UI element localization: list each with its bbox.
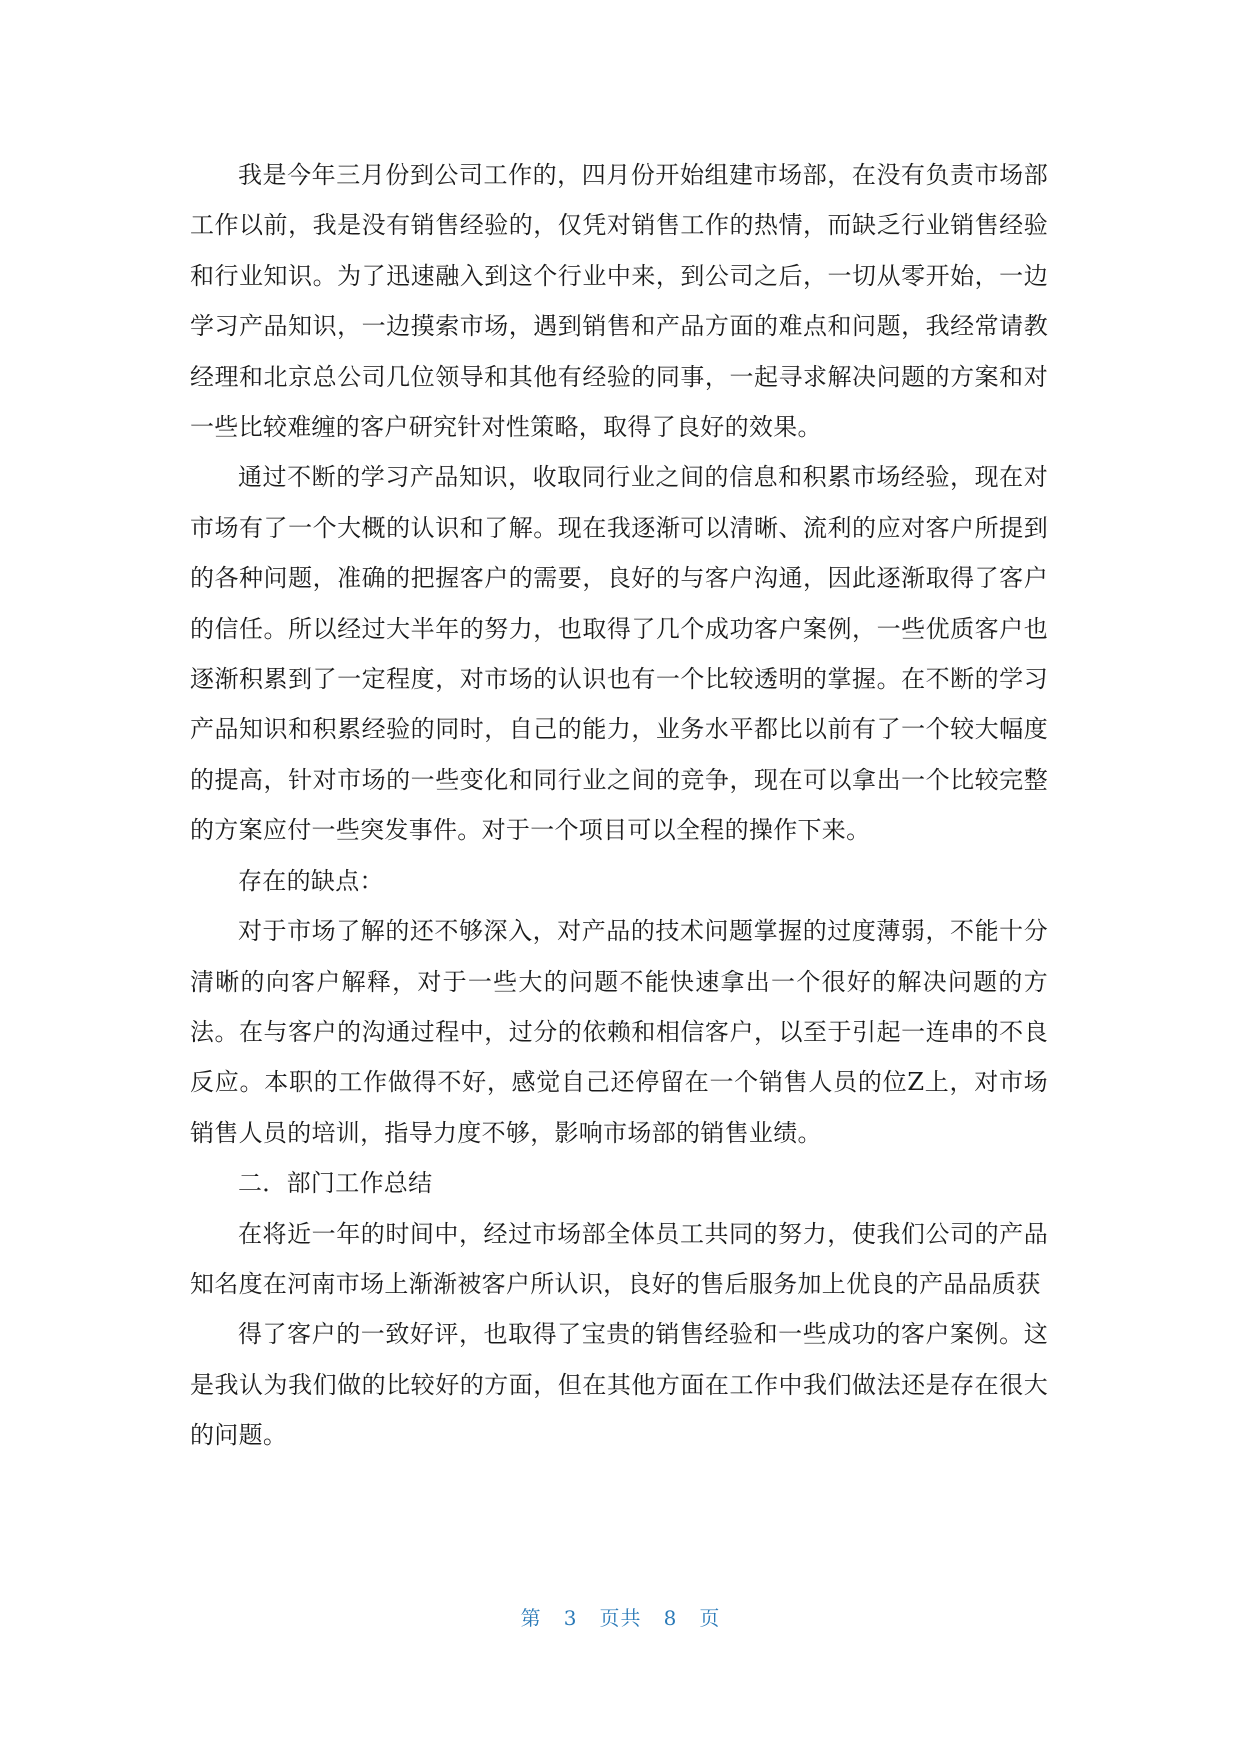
footer-total-pages: 8 <box>663 1606 678 1630</box>
paragraph-shortcomings-heading: 存在的缺点： <box>238 866 384 895</box>
paragraph-intro: 我是今年三月份到公司工作的，四月份开始组建市场部，在没有负责市场部工作以前，我是没有销售经验的，仅凭对销售工作的热情，而缺乏行业销售经验和行业知识。为了迅速融入到这个行业中来，到公司之后，一切从零开始，一边学习产品知识，一边摸索市场，遇到销售和产品方面的难点和问题，我经常请教经理和北京总公司几位领导和其他有经验的同事，一起寻求解决问题的方案和对一些比较难缠的客户研究针对性策略，取得了良好的效果。 <box>190 161 1048 442</box>
paragraph-progress: 通过不断的学习产品知识，收取同行业之间的信息和积累市场经验，现在对市场有了一个大概的认识和了解。现在我逐渐可以清晰、流利的应对客户所提到的各种问题，准确的把握客户的需要，良好的与客户沟通，因此逐渐取得了客户的信任。所以经过大半年的努力，也取得了几个成功客户案例，一些优质客户也逐渐积累到了一定程度，对市场的认识也有一个比较透明的掌握。在不断的学习产品知识和积累经验的同时，自己的能力，业务水平都比以前有了一个较大幅度的提高，针对市场的一些变化和同行业之间的竞争，现在可以拿出一个比较完整的方案应付一些突发事件。对于一个项目可以全程的操作下来。 <box>190 463 1048 845</box>
paragraph-section-heading: 二．部门工作总结 <box>238 1169 433 1198</box>
footer-suffix: 页 <box>699 1606 721 1630</box>
footer-middle: 页共 <box>599 1606 642 1630</box>
paragraph-department-results: 得了客户的一致好评，也取得了宝贵的销售经验和一些成功的客户案例。这是我认为我们做的比较好的方面，但在其他方面在工作中我们做法还是存在很大的问题。 <box>190 1320 1048 1450</box>
paragraph-department-summary: 在将近一年的时间中，经过市场部全体员工共同的努力，使我们公司的产品知名度在河南市场上渐渐被客户所认识，良好的售后服务加上优良的产品品质获 <box>190 1219 1048 1298</box>
page-footer <box>0 1602 1241 1631</box>
paragraph-shortcomings: 对于市场了解的还不够深入，对产品的技术问题掌握的过度薄弱，不能十分清晰的向客户解释，对于一些大的问题不能快速拿出一个很好的解决问题的方法。在与客户的沟通过程中，过分的依赖和相信客户，以至于引起一连串的不良反应。本职的工作做得不好，感觉自己还停留在一个销售人员的位Z上，对市场销售人员的培训，指导力度不够，影响市场部的销售业绩。 <box>190 917 1048 1147</box>
footer-current-page: 3 <box>563 1606 578 1630</box>
footer-prefix: 第 <box>520 1606 542 1630</box>
body-text <box>190 150 1048 1461</box>
